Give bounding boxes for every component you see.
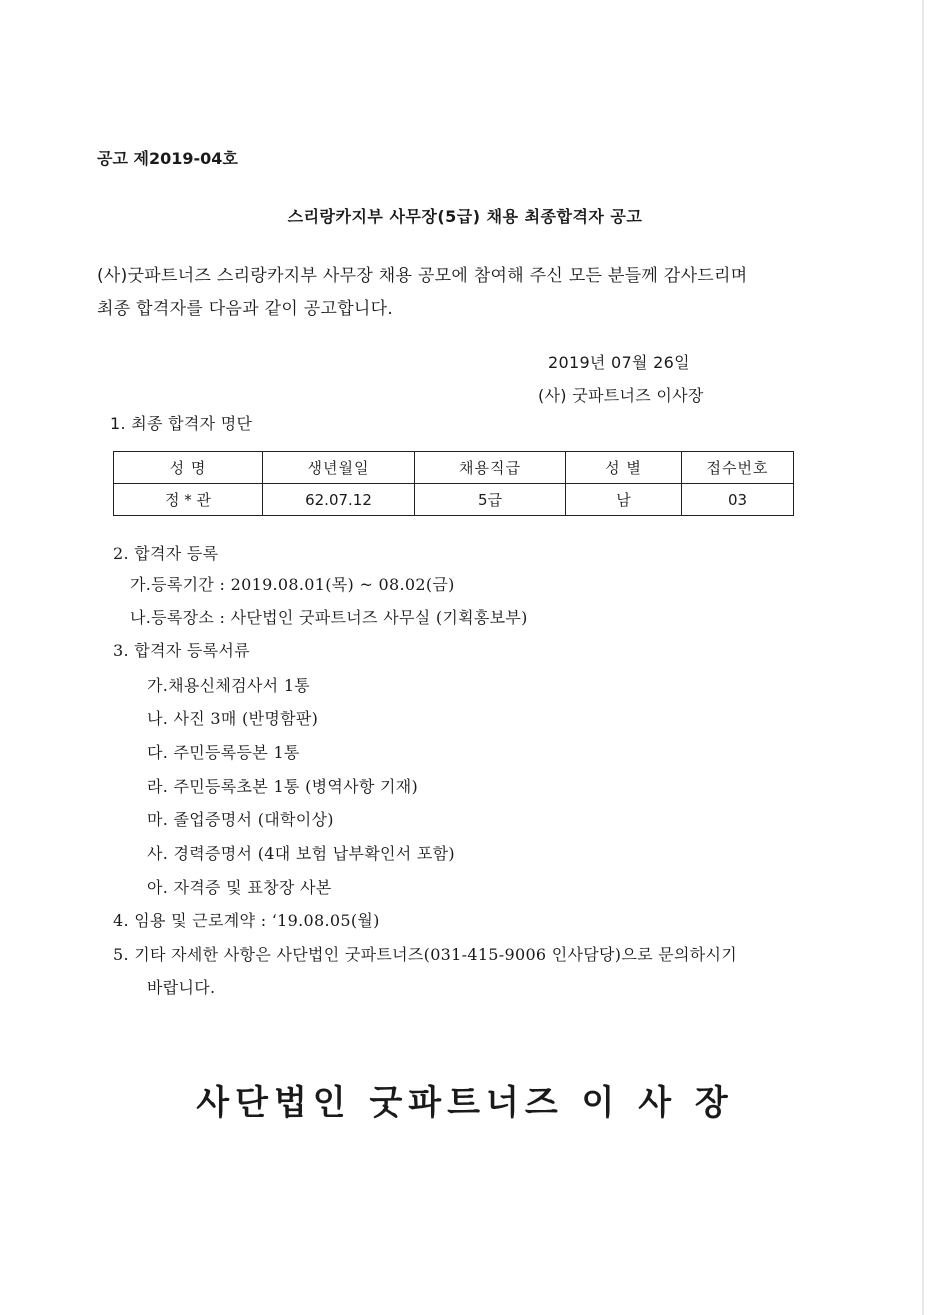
list-item: 마. 졸업증명서 (대학이상)	[147, 810, 334, 829]
scan-edge-line	[922, 0, 924, 1315]
table-cell-application-number: 03	[682, 484, 794, 516]
notice-date: 2019년 07월 26일	[548, 353, 690, 372]
column-header: 성 명	[114, 452, 263, 484]
section-5-line-2: 바랍니다.	[147, 978, 216, 997]
list-item: 나.등록장소 : 사단법인 굿파트너즈 사무실 (기획홍보부)	[130, 608, 528, 627]
table-row	[114, 484, 794, 516]
list-item: 다. 주민등록등본 1통	[147, 743, 300, 762]
list-item: 아. 자격증 및 표창장 사본	[147, 878, 332, 897]
table-cell-name: 정 * 관	[114, 484, 263, 516]
section-3-heading: 3. 합격자 등록서류	[113, 641, 250, 660]
section-5-line-1: 5. 기타 자세한 사항은 사단법인 굿파트너즈(031-415-9006 인사담당)으로 문의하시기	[113, 945, 738, 964]
table-cell-grade: 5급	[415, 484, 566, 516]
list-item: 라. 주민등록초본 1통 (병역사항 기재)	[147, 777, 419, 796]
table-header-row	[114, 452, 794, 484]
intro-paragraph	[97, 260, 747, 326]
section-1-heading: 1. 최종 합격자 명단	[110, 414, 253, 433]
column-header: 성 별	[566, 452, 682, 484]
issuer-name: (사) 굿파트너즈 이사장	[538, 386, 704, 405]
document-title: 스리랑카지부 사무장(5급) 채용 최종합격자 공고	[287, 207, 643, 226]
table-cell-gender: 남	[566, 484, 682, 516]
final-candidates-table	[113, 451, 794, 516]
column-header: 생년월일	[263, 452, 415, 484]
intro-line-1: (사)굿파트너즈 스리랑카지부 사무장 채용 공모에 참여해 주신 모든 분들께 감사드리며	[97, 266, 748, 286]
column-header: 접수번호	[682, 452, 794, 484]
notice-number: 공고 제2019-04호	[97, 149, 238, 168]
section-2-heading: 2. 합격자 등록	[113, 544, 219, 563]
section-4-text: 4. 임용 및 근로계약 : ‘19.08.05(월)	[113, 911, 380, 930]
list-item: 사. 경력증명서 (4대 보험 납부확인서 포함)	[147, 844, 455, 863]
list-item: 가.등록기간 : 2019.08.01(목) ~ 08.02(금)	[130, 575, 455, 594]
list-item: 가.채용신체검사서 1통	[147, 676, 311, 695]
intro-line-2: 최종 합격자를 다음과 같이 공고합니다.	[97, 299, 394, 319]
table-cell-birthdate: 62.07.12	[263, 484, 415, 516]
column-header: 채용직급	[415, 452, 566, 484]
list-item: 나. 사진 3매 (반명함판)	[147, 709, 319, 728]
closing-signature: 사단법인 굿파트너즈 이 사 장	[196, 1083, 734, 1123]
